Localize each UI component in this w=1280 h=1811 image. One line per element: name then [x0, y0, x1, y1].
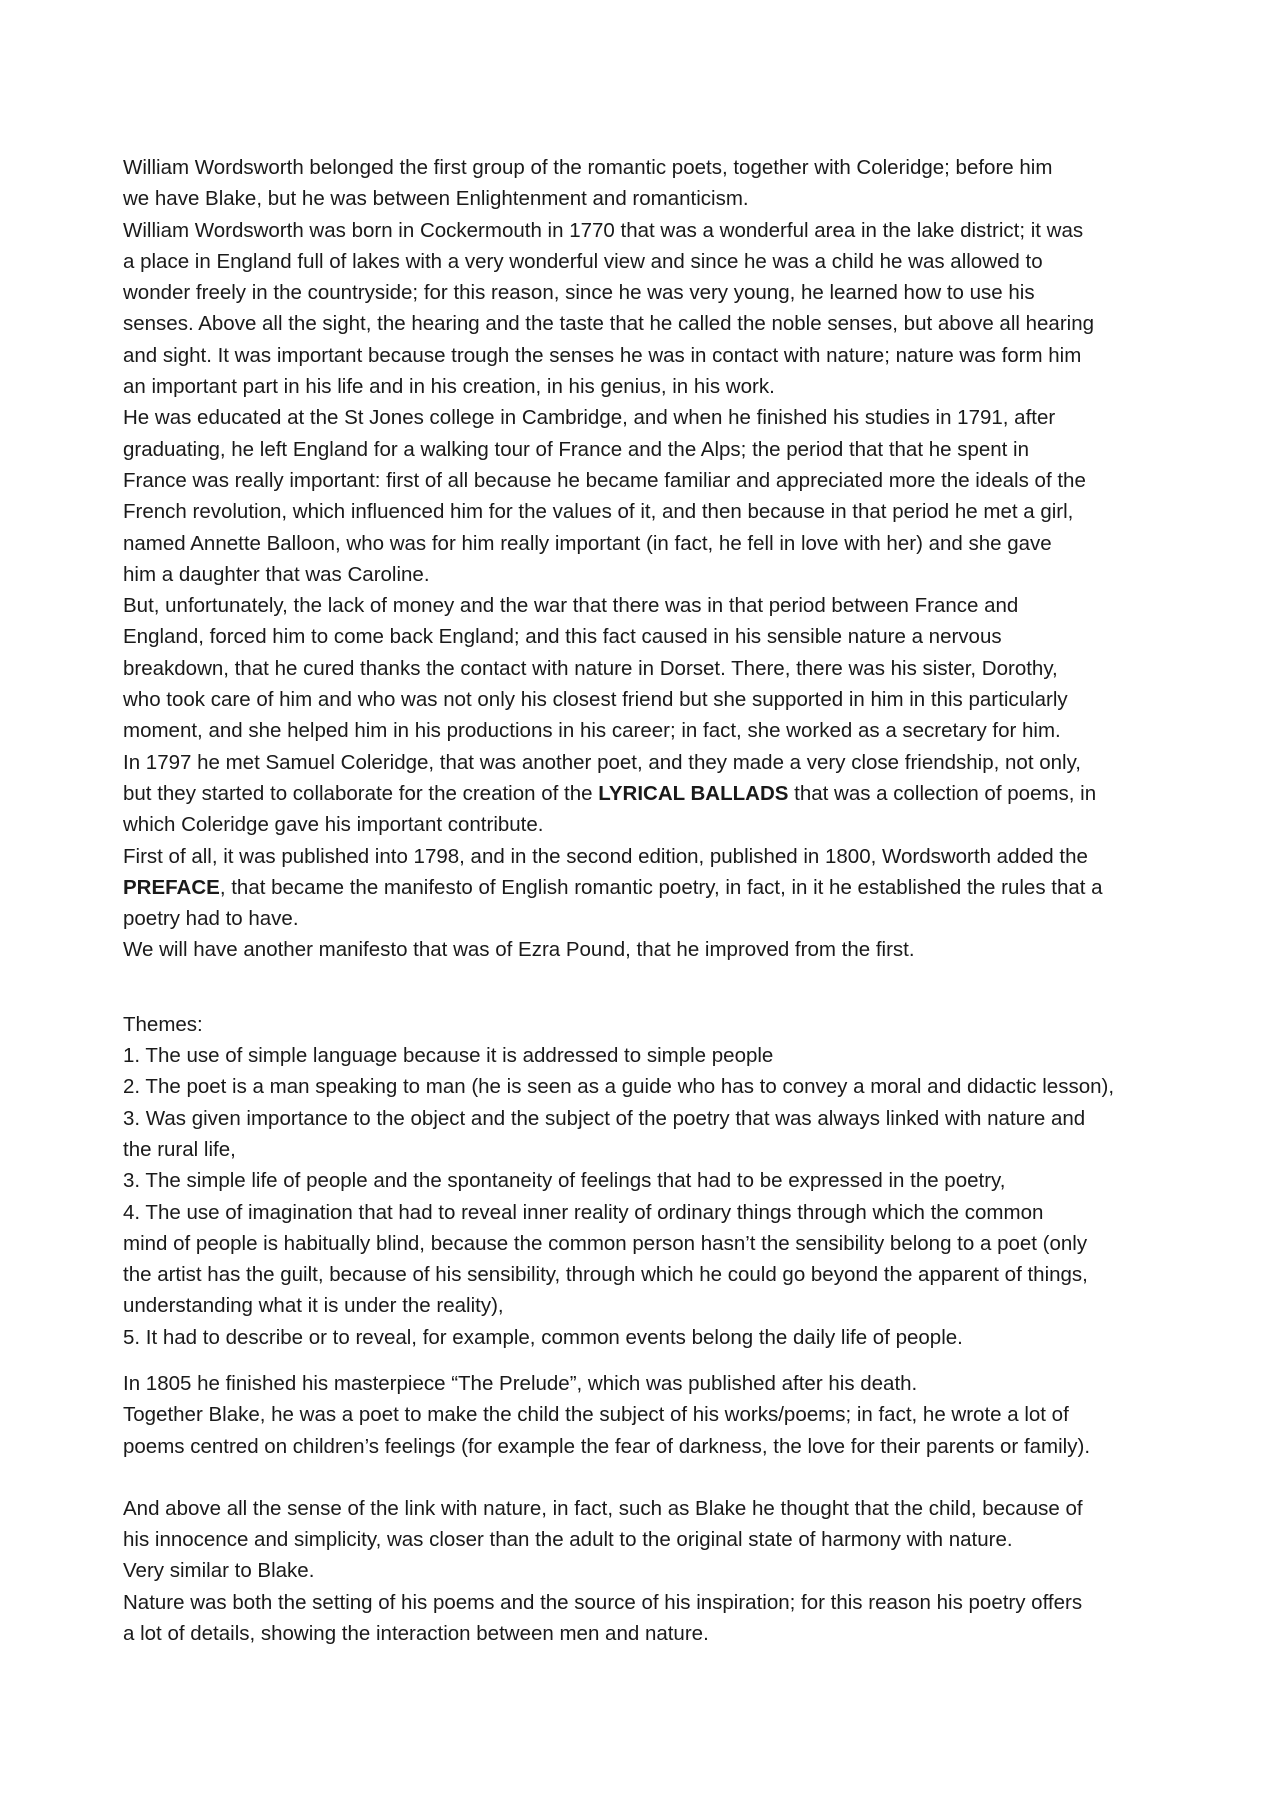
text-line: who took care of him and who was not only his closest friend but she supported in him in this particularly [123, 688, 1068, 712]
paragraph-education [123, 402, 1173, 590]
preface-title: PREFACE [123, 875, 220, 899]
theme-item [123, 1165, 1173, 1196]
text-line: wonder freely in the countryside; for this reason, since he was very young, he learned how to use his [123, 281, 1035, 305]
lyrical-ballads-title: LYRICAL BALLADS [598, 781, 789, 805]
text-line: Together Blake, he was a poet to make the child the subject of his works/poems; in fact, he wrote a lot of [123, 1403, 1069, 1427]
text-line: In 1797 he met Samuel Coleridge, that was another poet, and they made a very close friendship, not only, [123, 750, 1081, 774]
text-line: breakdown, that he cured thanks the contact with nature in Dorset. There, there was his sister, Dorothy, [123, 656, 1058, 680]
text-line: poetry had to have. [123, 907, 299, 931]
paragraph-preface [123, 841, 1173, 935]
text-line: his innocence and simplicity, was closer than the adult to the original state of harmony with nature. [123, 1528, 1013, 1552]
blank-space [123, 1353, 1173, 1368]
text-line: 4. The use of imagination that had to reveal inner reality of ordinary things through which the common [123, 1200, 1044, 1224]
text-line: the rural life, [123, 1137, 236, 1161]
text-line: mind of people is habitually blind, because the common person hasn’t the sensibility belong to a poet (only [123, 1231, 1088, 1255]
text-line: him a daughter that was Caroline. [123, 562, 430, 586]
text-line: the artist has the guilt, because of his sensibility, through which he could go beyond the apparent of things, [123, 1263, 1088, 1287]
text-line: 2. The poet is a man speaking to man (he is seen as a guide who has to convey a moral and didactic lesson), [123, 1075, 1115, 1099]
text-line: moment, and she helped him in his productions in his career; in fact, she worked as a secretary for him. [123, 719, 1061, 743]
text-line: William Wordsworth belonged the first group of the romantic poets, together with Coleridge; before him [123, 156, 1053, 179]
theme-item [123, 1322, 1173, 1353]
text-line: and sight. It was important because trough the senses he was in contact with nature; nature was form him [123, 343, 1082, 367]
text-line [123, 872, 1173, 903]
text-segment: , that became the manifesto of English romantic poetry, in fact, in it he established the rules that a [219, 875, 1103, 899]
paragraph-intro [123, 152, 1173, 215]
text-line: 5. It had to describe or to reveal, for example, common events belong the daily life of people. [123, 1325, 963, 1349]
text-line: First of all, it was published into 1798, and in the second edition, published in 1800, Wordsworth added the [123, 844, 1088, 868]
paragraph-return [123, 590, 1173, 746]
text-line: senses. Above all the sight, the hearing and the taste that he called the noble senses, but above all hearing [123, 312, 1095, 336]
text-line: Nature was both the setting of his poems and the source of his inspiration; for this reason his poetry offers [123, 1590, 1083, 1614]
text-line [123, 778, 1173, 809]
theme-item [123, 1197, 1173, 1322]
text-line: In 1805 he finished his masterpiece “The Prelude”, which was published after his death. [123, 1371, 918, 1395]
paragraph-prelude [123, 1368, 1173, 1399]
paragraph-birth [123, 215, 1173, 403]
text-segment: but they started to collaborate for the creation of the [123, 781, 599, 805]
text-line: We will have another manifesto that was of Ezra Pound, that he improved from the first. [123, 938, 915, 962]
paragraph-nature-link [123, 1493, 1173, 1556]
text-line: England, forced him to come back England; and this fact caused in his sensible nature a nervous [123, 625, 1002, 649]
text-line: France was really important: first of all because he became familiar and appreciated more the ideals of the [123, 468, 1086, 492]
text-line: poems centred on children’s feelings (for example the fear of darkness, the love for their parents or family). [123, 1434, 1091, 1458]
paragraph-blake-similarity [123, 1555, 1173, 1586]
text-line: a lot of details, showing the interaction between men and nature. [123, 1622, 709, 1646]
theme-item [123, 1103, 1173, 1166]
paragraph-nature-inspiration [123, 1587, 1173, 1650]
text-line: graduating, he left England for a walking tour of France and the Alps; the period that that he spent in [123, 437, 1030, 461]
text-line: we have Blake, but he was between Enlightenment and romanticism. [123, 187, 749, 211]
text-line: William Wordsworth was born in Cockermouth in 1770 that was a wonderful area in the lake district; it was [123, 218, 1084, 242]
theme-item [123, 1040, 1173, 1071]
text-line: He was educated at the St Jones college in Cambridge, and when he finished his studies in 1791, after [123, 406, 1056, 430]
document-body [123, 152, 1173, 1649]
text-line: a place in England full of lakes with a very wonderful view and since he was a child he was allowed to [123, 249, 1043, 273]
text-line: And above all the sense of the link with nature, in fact, such as Blake he thought that the child, because of [123, 1496, 1083, 1520]
text-line: which Coleridge gave his important contribute. [123, 813, 544, 837]
paragraph-child-subject [123, 1399, 1173, 1462]
blank-space [123, 966, 1173, 1009]
text-line: 3. Was given importance to the object and the subject of the poetry that was always linked with nature and [123, 1106, 1086, 1130]
text-line: understanding what it is under the reality), [123, 1294, 504, 1318]
paragraph-coleridge [123, 747, 1173, 841]
theme-item [123, 1071, 1173, 1102]
text-line: 3. The simple life of people and the spontaneity of feelings that had to be expressed in the poetry, [123, 1169, 1006, 1193]
themes-heading: Themes: [123, 1012, 203, 1036]
text-line: an important part in his life and in his creation, in his genius, in his work. [123, 375, 775, 399]
paragraph-manifesto [123, 934, 1173, 965]
text-line: named Annette Balloon, who was for him really important (in fact, he fell in love with her) and she gave [123, 531, 1052, 555]
themes-section [123, 1009, 1173, 1353]
text-segment: that was a collection of poems, in [788, 781, 1097, 805]
text-line: French revolution, which influenced him for the values of it, and then because in that period he met a girl, [123, 500, 1074, 524]
text-line: Very similar to Blake. [123, 1559, 315, 1583]
blank-space [123, 1462, 1173, 1493]
text-line: 1. The use of simple language because it is addressed to simple people [123, 1044, 774, 1068]
text-line: But, unfortunately, the lack of money and the war that there was in that period between France and [123, 594, 1019, 618]
